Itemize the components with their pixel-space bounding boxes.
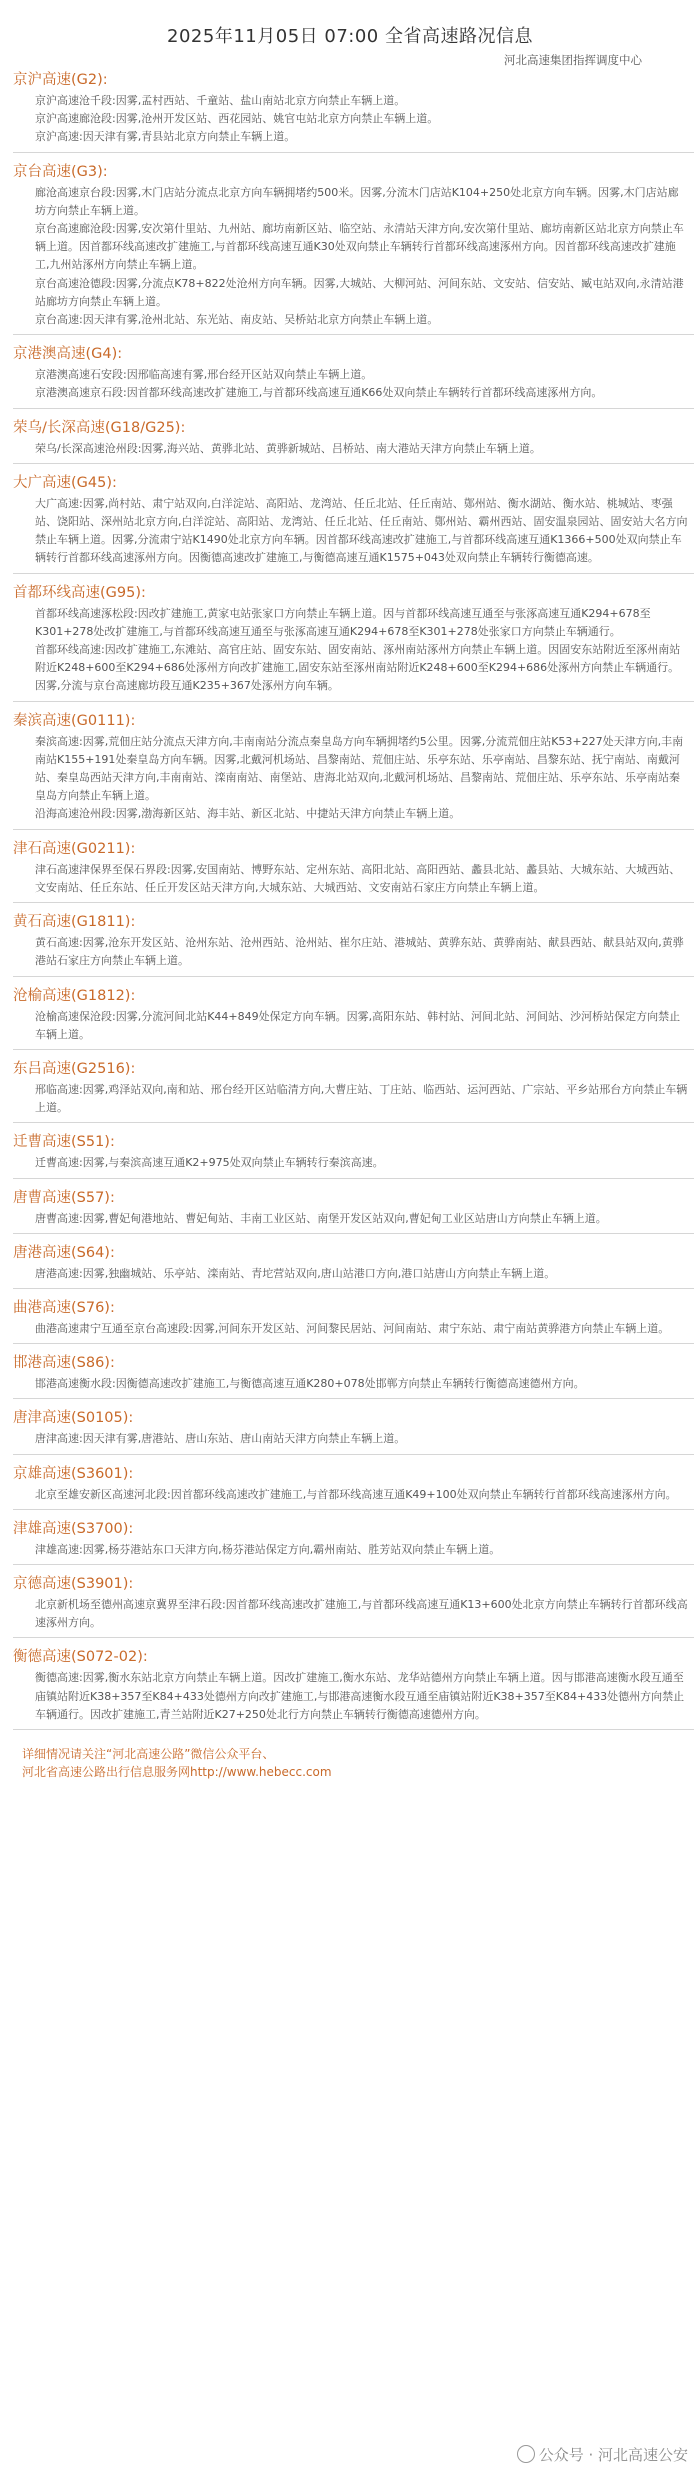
road-status-list bbox=[13, 934, 694, 970]
road-name: 荣乌/长深高速(G18/G25): bbox=[13, 419, 186, 436]
road-section bbox=[13, 342, 694, 408]
road-status-list bbox=[13, 1375, 694, 1393]
road-name: 东吕高速(G2516): bbox=[13, 1060, 136, 1077]
road-status-line: 唐港高速:因雾,独幽城站、乐亭站、滦南站、青坨营站双向,唐山站港口方向,港口站唐山方向禁止车辆上道。 bbox=[35, 1266, 556, 1280]
road-section bbox=[13, 1517, 694, 1565]
section-divider bbox=[13, 1343, 694, 1344]
section-divider bbox=[13, 976, 694, 977]
road-status-line: 邢临高速:因雾,鸡泽站双向,南和站、邢台经开区站临清方向,大曹庄站、丁庄站、临西站、运河西站、广宗站、平乡站邢台方向禁止车辆上道。 bbox=[35, 1082, 688, 1115]
issuer-label: 河北高速集团指挥调度中心 bbox=[504, 53, 642, 67]
road-status-line: 曲港高速肃宁互通至京台高速段:因雾,河间东开发区站、河间黎民居站、河间南站、肃宁东站、肃宁南站黄骅港方向禁止车辆上道。 bbox=[35, 1321, 670, 1335]
road-name: 黄石高速(G1811): bbox=[13, 914, 136, 931]
road-name: 大广高速(G45): bbox=[13, 474, 117, 491]
road-status-list bbox=[13, 1081, 694, 1117]
road-status-list bbox=[13, 440, 694, 458]
footer bbox=[0, 1737, 700, 1781]
road-section bbox=[13, 1057, 694, 1123]
road-status-line: 唐曹高速:因雾,曹妃甸港地站、曹妃甸站、丰南工业区站、南堡开发区站双向,曹妃甸工业区站唐山方向禁止车辆上道。 bbox=[35, 1211, 607, 1225]
road-status-list bbox=[13, 184, 694, 330]
road-status-line: 京沪高速沧千段:因雾,孟村西站、千童站、盐山南站北京方向禁止车辆上道。 bbox=[35, 94, 406, 107]
road-section bbox=[13, 416, 694, 464]
road-name: 邯港高速(S86): bbox=[13, 1355, 115, 1372]
road-section bbox=[13, 68, 694, 153]
section-divider bbox=[13, 1509, 694, 1510]
watermark-text: 公众号 · 河北高速公安 bbox=[538, 2446, 688, 2464]
road-status-line: 京台高速沧德段:因雾,分流点K78+822处沧州方向车辆。因雾,大城站、大柳河站、河间东站、文安站、信安站、臧屯站双向,永清站港站廊坊方向禁止车辆上道。 bbox=[35, 276, 684, 308]
road-status-list bbox=[13, 495, 694, 568]
wechat-icon bbox=[517, 2445, 535, 2463]
page-title: 2025年11月05日 07:00 全省高速路况信息 bbox=[167, 26, 533, 47]
road-status-line: 荣乌/长深高速沧州段:因雾,海兴站、黄骅北站、黄骅新城站、吕桥站、南大港站天津方向禁止车辆上道。 bbox=[35, 441, 541, 455]
road-name: 津雄高速(S3700): bbox=[13, 1520, 134, 1537]
road-status-line: 黄石高速:因雾,沧东开发区站、沧州东站、沧州西站、沧州站、崔尔庄站、港城站、黄骅东站、黄骅南站、献县西站、献县站双向,黄骅港站石家庄方向禁止车辆上道。 bbox=[35, 936, 684, 968]
section-divider bbox=[13, 1454, 694, 1455]
road-status-list bbox=[13, 366, 694, 402]
section-divider bbox=[13, 902, 694, 903]
road-status-list bbox=[13, 92, 694, 147]
road-name: 京德高速(S3901): bbox=[13, 1575, 134, 1592]
section-divider bbox=[13, 1049, 694, 1050]
road-section bbox=[13, 1130, 694, 1178]
road-status-list bbox=[13, 1265, 694, 1283]
section-divider bbox=[13, 829, 694, 830]
road-name: 沧榆高速(G1812): bbox=[13, 987, 136, 1004]
road-section bbox=[13, 1296, 694, 1344]
road-status-list bbox=[13, 1430, 694, 1448]
road-status-line: 北京新机场至德州高速京冀界至津石段:因首都环线高速改扩建施工,与首都环线高速互通K13+600处北京方向禁止车辆转行首都环线高速涿州方向。 bbox=[35, 1597, 688, 1630]
road-status-line: 秦滨高速:因雾,荒佃庄站分流点天津方向,丰南南站分流点秦皇岛方向车辆拥堵约5公里。因雾,分流荒佃庄站K53+227处天津方向,丰南南站K155+191处秦皇岛方向车辆。因雾,北戴河机场站、昌黎南站、荒佃庄站、乐亭东站、乐亭南站、昌黎东站、抚宁南站、南戴河站、秦皇岛西站天津方向,丰南南站、滦南南站、南堡站、唐海北站双向,北戴河机场站、昌黎南站、荒佃庄站、乐亭东站、乐亭南站秦皇岛方向禁止车辆上道。 bbox=[35, 734, 684, 803]
road-status-list bbox=[13, 1320, 694, 1338]
road-name: 秦滨高速(G0111): bbox=[13, 712, 136, 729]
road-section bbox=[13, 581, 694, 702]
road-status-line: 京台高速:因天津有雾,沧州北站、东光站、南皮站、吴桥站北京方向禁止车辆上道。 bbox=[35, 313, 439, 327]
road-status-line: 京台高速廊沧段:因雾,安次第什里站、九州站、廊坊南新区站、临空站、永清站天津方向,安次第什里站、廊坊南新区站北京方向禁止车辆上道。因首都环线高速改扩建施工,与首都环线高速互通K30处双向禁止车辆转行首都环线高速涿州方向。因首都环线高速改扩建施工,九州站涿州方向禁止车辆上道。 bbox=[35, 222, 684, 272]
road-status-line: 京沪高速廊沧段:因雾,沧州开发区站、西花园站、姚官屯站北京方向禁止车辆上道。 bbox=[35, 112, 439, 126]
road-name: 迁曹高速(S51): bbox=[13, 1134, 115, 1151]
section-divider bbox=[13, 463, 694, 464]
road-status-line: 首都环线高速涿松段:因改扩建施工,黄家屯站张家口方向禁止车辆上道。因与首都环线高速互通至与张涿高速互通K294+678至K301+278处改扩建施工,与首都环线高速互通至与张涿高速互通K294+678至K301+278处张家口方向禁止车辆通行。 bbox=[35, 606, 651, 638]
footer-line: 详细情况请关注“河北高速公路”微信公众平台、 bbox=[22, 1746, 275, 1761]
section-divider bbox=[13, 573, 694, 574]
road-status-line: 京沪高速:因天津有雾,青县站北京方向禁止车辆上道。 bbox=[35, 130, 296, 144]
section-divider bbox=[13, 1398, 694, 1399]
road-status-list bbox=[13, 605, 694, 696]
road-status-line: 邯港高速衡水段:因衡德高速改扩建施工,与衡德高速互通K280+078处邯郸方向禁止车辆转行衡德高速德州方向。 bbox=[35, 1377, 585, 1391]
section-divider bbox=[13, 701, 694, 702]
section-divider bbox=[13, 1233, 694, 1234]
road-status-list bbox=[13, 1210, 694, 1228]
road-section bbox=[13, 160, 694, 336]
road-name: 唐曹高速(S57): bbox=[13, 1189, 115, 1206]
section-divider bbox=[13, 1564, 694, 1565]
road-section bbox=[13, 1186, 694, 1234]
road-section bbox=[13, 1572, 694, 1638]
road-status-line: 津石高速津保界至保石界段:因雾,安国南站、博野东站、定州东站、高阳北站、高阳西站、蠡县北站、蠡县站、大城东站、大城西站、文安南站、任丘东站、任丘开发区站天津方向,大城东站、大城西站、文安南站石家庄方向禁止车辆上道。 bbox=[35, 862, 681, 894]
road-status-list bbox=[13, 1541, 694, 1559]
road-status-line: 京港澳高速京石段:因首都环线高速改扩建施工,与首都环线高速互通K66处双向禁止车辆转行首都环线高速涿州方向。 bbox=[35, 386, 603, 400]
road-name: 京雄高速(S3601): bbox=[13, 1465, 134, 1482]
road-name: 京沪高速(G2): bbox=[13, 72, 108, 88]
section-divider bbox=[13, 1729, 694, 1730]
section-divider bbox=[13, 1637, 694, 1638]
road-status-line: 衡德高速:因雾,衡水东站北京方向禁止车辆上道。因改扩建施工,衡水东站、龙华站德州方向禁止车辆上道。因与邯港高速衡水段互通至庙镇站附近K38+357至K84+433处德州方向改扩建施工,与邯港高速衡水段互通至庙镇站附近K38+357至K84+433处德州方向禁止车辆通行。因改扩建施工,青兰站附近K27+250处北行方向禁止车辆转行衡德高速德州方向。 bbox=[35, 1671, 685, 1721]
road-status-list bbox=[13, 1008, 694, 1044]
road-section bbox=[13, 1645, 694, 1730]
road-section bbox=[13, 837, 694, 903]
road-name: 首都环线高速(G95): bbox=[13, 584, 146, 601]
road-section bbox=[13, 910, 694, 976]
road-status-list bbox=[13, 1669, 694, 1724]
road-status-line: 迁曹高速:因雾,与秦滨高速互通K2+975处双向禁止车辆转行秦滨高速。 bbox=[35, 1156, 384, 1170]
road-status-list bbox=[13, 1486, 694, 1504]
road-name: 京台高速(G3): bbox=[13, 163, 108, 180]
road-section bbox=[13, 471, 694, 574]
road-section bbox=[13, 1406, 694, 1454]
road-status-line: 京港澳高速石安段:因邢临高速有雾,邢台经开区站双向禁止车辆上道。 bbox=[35, 368, 373, 382]
road-name: 衡德高速(S072-02): bbox=[13, 1649, 148, 1666]
section-divider bbox=[13, 1178, 694, 1179]
road-name: 唐津高速(S0105): bbox=[13, 1410, 134, 1427]
road-section bbox=[13, 709, 694, 830]
road-section bbox=[13, 1241, 694, 1289]
road-status-line: 首都环线高速:因改扩建施工,东滩站、高官庄站、固安东站、固安南站、涿州南站涿州方向禁止车辆上道。因固安东站附近至涿州南站附近K248+600至K294+686处涿州方向改扩建施工,固安东站至涿州南站附近K248+600至K294+686处涿州方向禁止车辆通行。因雾,分流与京台高速廊坊段互通K235+367处涿州方向车辆。 bbox=[35, 643, 681, 693]
road-status-list bbox=[13, 861, 694, 897]
road-status-line: 大广高速:因雾,尚村站、肃宁站双向,白洋淀站、高阳站、龙湾站、任丘北站、任丘南站、鄚州站、衡水湖站、衡水站、桃城站、枣强站、饶阳站、深州站北京方向,白洋淀站、高阳站、龙湾站、任丘北站、任丘南站、鄚州站、霸州西站、固安温泉园站、固安站大名方向禁止车辆上道。因雾,分流肃宁站K1490处北京方向车辆。因首都环线高速改扩建施工,与首都环线高速互通K1366+500处双向禁止车辆转行首都环线高速涿州方向。因衡德高速改扩建施工,与衡德高速互通K1575+043处双向禁止车辆转行衡德高速。 bbox=[35, 496, 688, 565]
footer-line: 河北省高速公路出行信息服务网http://www.hebecc.com bbox=[22, 1764, 332, 1779]
section-divider bbox=[13, 152, 694, 153]
road-status-line: 北京至雄安新区高速河北段:因首都环线高速改扩建施工,与首都环线高速互通K49+100处双向禁止车辆转行首都环线高速涿州方向。 bbox=[35, 1487, 677, 1501]
road-status-line: 唐津高速:因天津有雾,唐港站、唐山东站、唐山南站天津方向禁止车辆上道。 bbox=[35, 1432, 406, 1446]
road-status-line: 沧榆高速保沧段:因雾,分流河间北站K44+849处保定方向车辆。因雾,高阳东站、韩村站、河间北站、河间站、沙河桥站保定方向禁止车辆上道。 bbox=[35, 1009, 681, 1041]
road-status-line: 廊沧高速京台段:因雾,木门店站分流点北京方向车辆拥堵约500米。因雾,分流木门店站K104+250处北京方向车辆。因雾,木门店站廊坊方向禁止车辆上道。 bbox=[35, 185, 679, 217]
road-name: 京港澳高速(G4): bbox=[13, 346, 123, 363]
section-divider bbox=[13, 1122, 694, 1123]
watermark bbox=[517, 2444, 688, 2465]
road-name: 曲港高速(S76): bbox=[13, 1299, 115, 1316]
road-section bbox=[13, 1351, 694, 1399]
road-status-list bbox=[13, 733, 694, 824]
road-name: 唐港高速(S64): bbox=[13, 1244, 115, 1261]
road-sections bbox=[0, 68, 700, 1730]
road-status-line: 沿海高速沧州段:因雾,渤海新区站、海丰站、新区北站、中捷站天津方向禁止车辆上道。 bbox=[35, 807, 461, 821]
section-divider bbox=[13, 1288, 694, 1289]
road-section bbox=[13, 1462, 694, 1510]
road-name: 津石高速(G0211): bbox=[13, 840, 136, 857]
road-status-list bbox=[13, 1154, 694, 1172]
road-status-list bbox=[13, 1596, 694, 1632]
section-divider bbox=[13, 334, 694, 335]
road-status-line: 津雄高速:因雾,杨芬港站东口天津方向,杨芬港站保定方向,霸州南站、胜芳站双向禁止车辆上道。 bbox=[35, 1542, 501, 1556]
section-divider bbox=[13, 408, 694, 409]
road-section bbox=[13, 984, 694, 1050]
